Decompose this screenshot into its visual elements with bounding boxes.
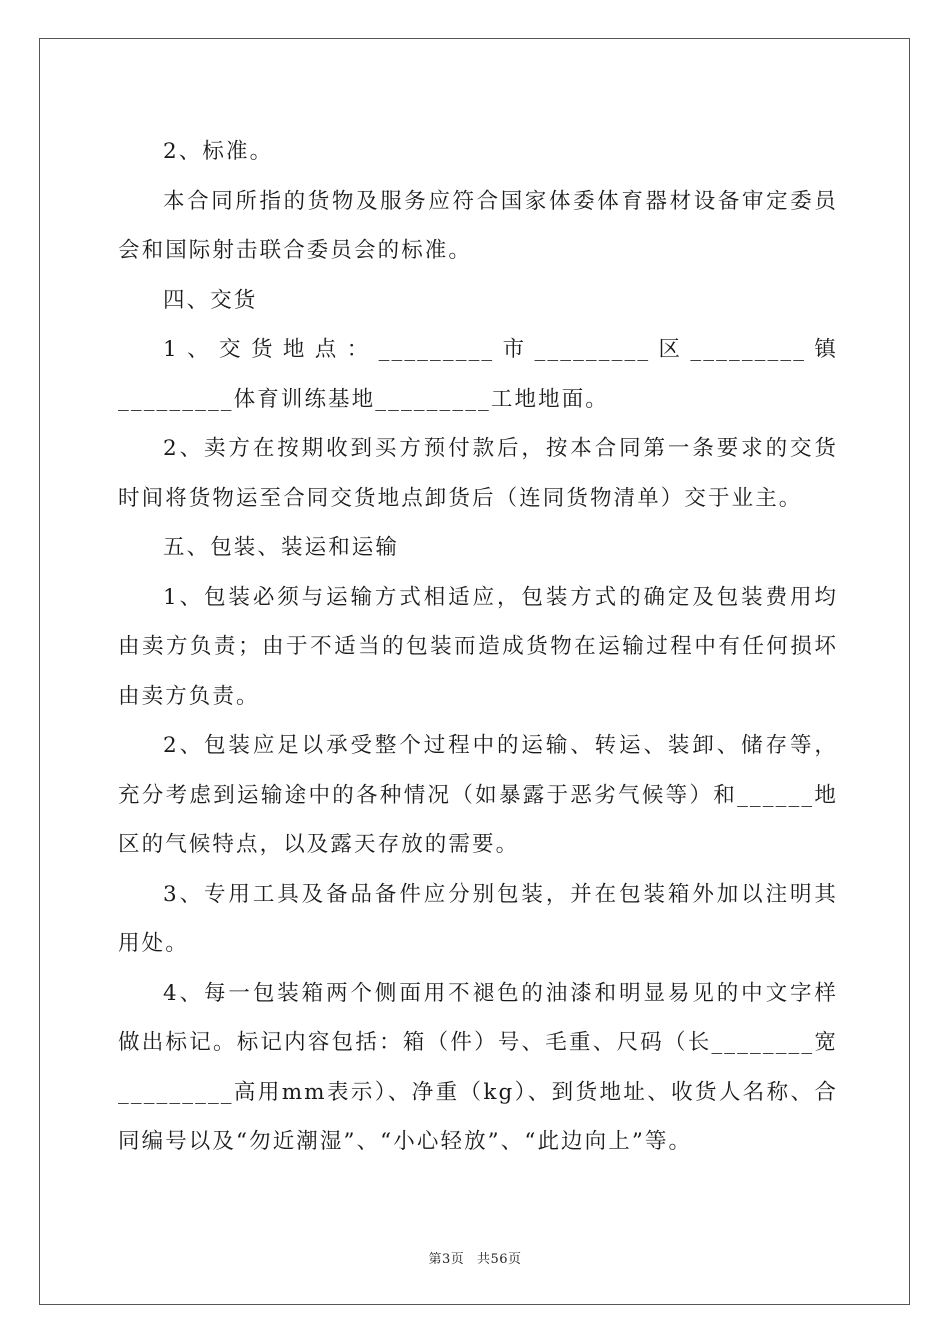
page-number: 第3页: [428, 1252, 465, 1267]
document-body: [118, 127, 838, 1167]
page-total: 共56页: [476, 1252, 522, 1267]
paragraph-delivery-terms: 2、卖方在按期收到买方预付款后，按本合同第一条要求的交货时间将货物运至合同交货地点卸货后（连同货物清单）交于业主。: [118, 436, 838, 511]
paragraph-packaging-method: 1、包装必须与运输方式相适应，包装方式的确定及包装费用均由卖方负责；由于不适当的包装而造成货物在运输过程中有任何损坏由卖方负责。: [118, 584, 838, 709]
paragraph-marking: 4、每一包装箱两个侧面用不褪色的油漆和明显易见的中文字样做出标记。标记内容包括：箱（件）号、毛重、尺码（长________宽_________高用mm表示）、净重（kg）、到货地址、收货人名称、合同编号以及“勿近潮湿”、“小心轻放”、“此边向上”等。: [118, 980, 838, 1154]
paragraph-standard-text: 本合同所指的货物及服务应符合国家体委体育器材设备审定委员会和国际射击联合委员会的标准。: [118, 188, 838, 263]
paragraph-delivery-location: 1、交货地点：_________市_________区_________镇_________体育训练基地_________工地地面。: [118, 337, 838, 412]
paragraph-packaging-strength: 2、包装应足以承受整个过程中的运输、转运、装卸、储存等，充分考虑到运输途中的各种情况（如暴露于恶劣气候等）和______地区的气候特点，以及露天存放的需要。: [118, 733, 838, 857]
paragraph-tools-packaging: 3、专用工具及备品备件应分别包装，并在包装箱外加以注明其用处。: [118, 881, 838, 956]
section-heading-packaging: 五、包装、装运和运输: [163, 535, 400, 560]
section-heading-delivery: 四、交货: [163, 287, 258, 313]
page-footer: [0, 1248, 950, 1267]
paragraph-standard-heading: 2、标准。: [163, 139, 274, 164]
